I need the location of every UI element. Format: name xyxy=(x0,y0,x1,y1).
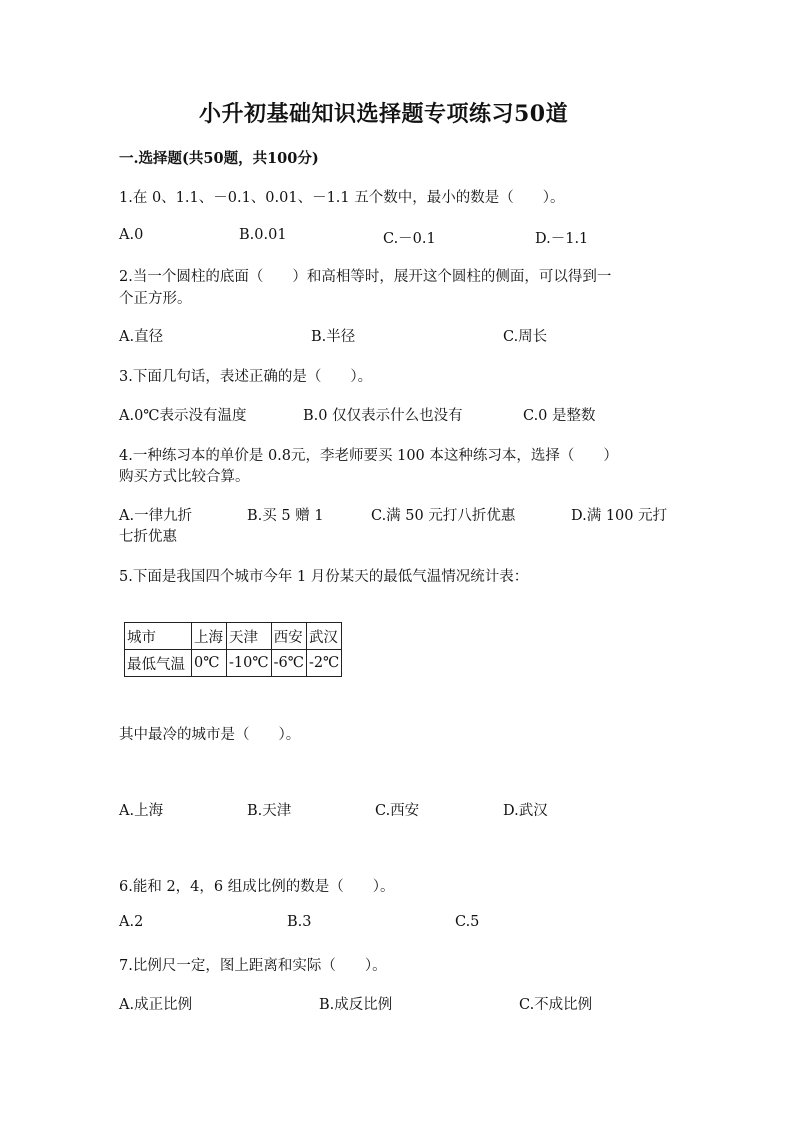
q1-option-c[interactable]: C.－0.1 xyxy=(383,231,436,247)
question-7-text: 7.比例尺一定，图上距离和实际（ ）。 xyxy=(119,958,387,974)
q6-option-c[interactable]: C.5 xyxy=(455,914,480,930)
q1-option-a[interactable]: A.0 xyxy=(119,227,144,243)
question-1-text: 1.在 0、1.1、－0.1、0.01、－1.1 五个数中，最小的数是（ ）。 xyxy=(119,190,565,206)
q7-option-c[interactable]: C.不成比例 xyxy=(519,997,593,1013)
table-cell: 西安 xyxy=(271,623,306,650)
table-cell: 上海 xyxy=(192,623,227,650)
q1-option-d[interactable]: D.－1.1 xyxy=(535,231,589,247)
table-cell: 武汉 xyxy=(306,623,341,650)
question-3-text: 3.下面几句话，表述正确的是（ ）。 xyxy=(119,369,373,385)
q4-option-c[interactable]: C.满 50 元打八折优惠 xyxy=(371,508,516,524)
question-2-text-line1: 2.当一个圆柱的底面（ ）和高相等时，展开这个圆柱的侧面，可以得到一 xyxy=(119,269,612,285)
table-cell: 城市 xyxy=(125,623,192,650)
question-5-followup: 其中最冷的城市是（ ）。 xyxy=(119,727,301,743)
temperature-table xyxy=(124,622,342,677)
question-5-text: 5.下面是我国四个城市今年 1 月份某天的最低气温情况统计表： xyxy=(119,569,529,585)
q5-option-c[interactable]: C.西安 xyxy=(375,803,420,819)
table-cell: -10℃ xyxy=(227,650,272,677)
section-heading: 一.选择题(共50题，共100分) xyxy=(119,150,319,167)
page-title: 小升初基础知识选择题专项练习50道 xyxy=(199,101,569,127)
q5-option-d[interactable]: D.武汉 xyxy=(503,803,548,819)
question-2-text-line2: 个正方形。 xyxy=(119,291,192,307)
table-cell: -2℃ xyxy=(306,650,341,677)
table-cell: 0℃ xyxy=(192,650,227,677)
table-row xyxy=(125,650,342,677)
q2-option-c[interactable]: C.周长 xyxy=(503,329,548,345)
question-4-text-line1: 4.一种练习本的单价是 0.8元，李老师要买 100 本这种练习本，选择（ ） xyxy=(119,448,618,464)
question-4-text-line2: 购买方式比较合算。 xyxy=(119,469,250,485)
q3-option-a[interactable]: A.0℃表示没有温度 xyxy=(119,408,247,424)
q4-option-b[interactable]: B.买 5 赠 1 xyxy=(247,508,324,524)
q1-option-b[interactable]: B.0.01 xyxy=(239,227,287,243)
q6-option-b[interactable]: B.3 xyxy=(287,914,312,930)
table-header-row xyxy=(125,623,342,650)
table-cell: -6℃ xyxy=(271,650,306,677)
q6-option-a[interactable]: A.2 xyxy=(119,914,144,930)
question-6-text: 6.能和 2，4，6 组成比例的数是（ ）。 xyxy=(119,879,395,895)
q3-option-c[interactable]: C.0 是整数 xyxy=(523,408,596,424)
q5-option-b[interactable]: B.天津 xyxy=(247,803,292,819)
table-cell: 最低气温 xyxy=(125,650,192,677)
q3-option-b[interactable]: B.0 仅仅表示什么也没有 xyxy=(303,408,463,424)
q4-option-d[interactable]: D.满 100 元打 xyxy=(571,508,668,524)
q2-option-b[interactable]: B.半径 xyxy=(311,329,356,345)
q4-option-d-wrap: 七折优惠 xyxy=(119,529,177,545)
q5-option-a[interactable]: A.上海 xyxy=(119,803,164,819)
q7-option-a[interactable]: A.成正比例 xyxy=(119,997,193,1013)
q2-option-a[interactable]: A.直径 xyxy=(119,329,164,345)
q7-option-b[interactable]: B.成反比例 xyxy=(319,997,393,1013)
table-cell: 天津 xyxy=(227,623,272,650)
q4-option-a[interactable]: A.一律九折 xyxy=(119,508,193,524)
